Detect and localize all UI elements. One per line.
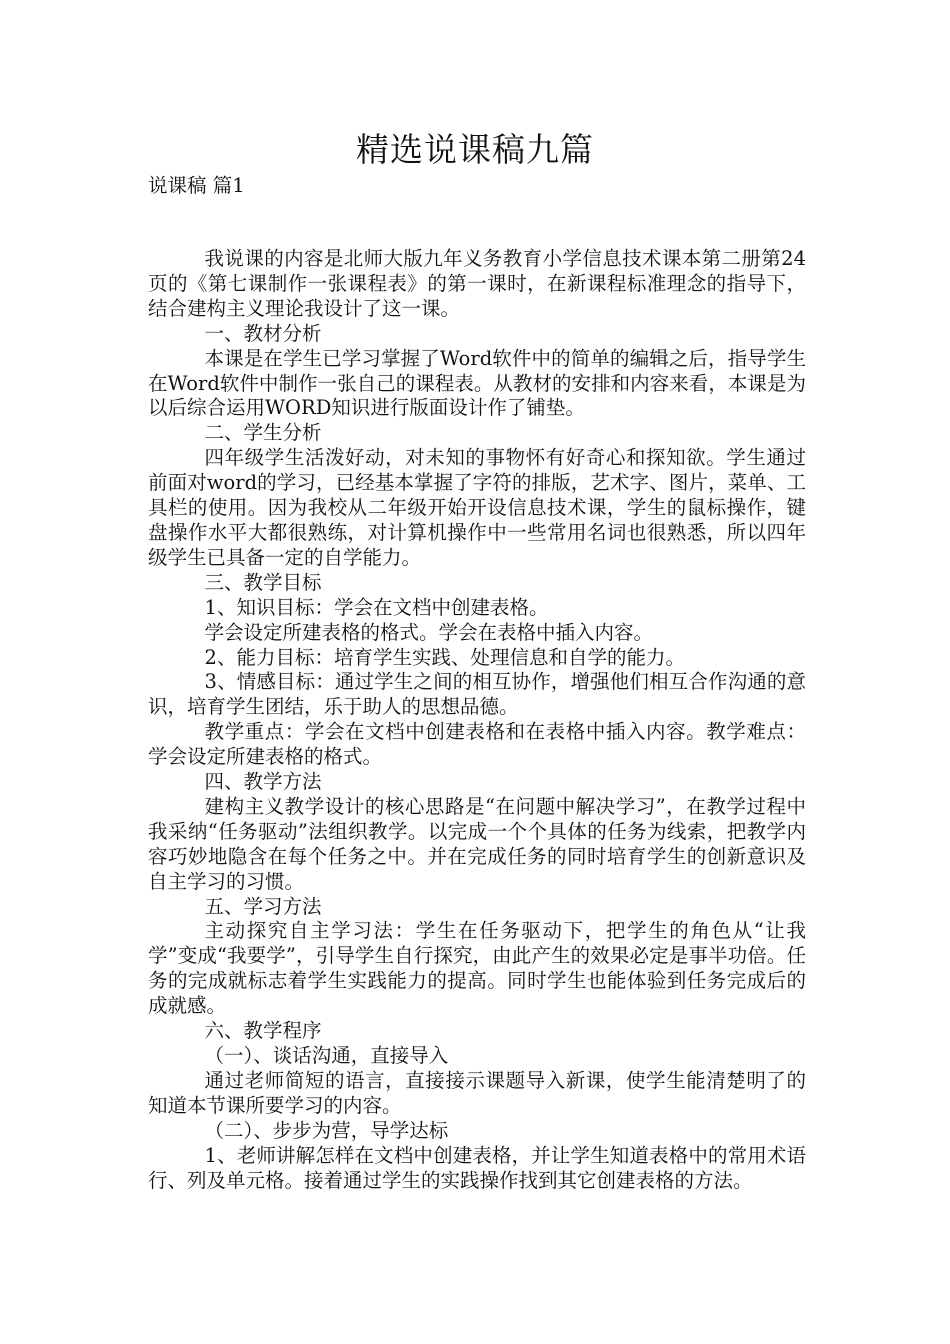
paragraph-intro-step: 通过老师简短的语言，直接接示课题导入新课，使学生能清楚明了的知道本节课所要学习的内容。 bbox=[148, 1068, 806, 1117]
section-heading-teaching-method: 四、教学方法 bbox=[204, 770, 322, 794]
paragraph-knowledge-goal-cont: 学会设定所建表格的格式。学会在表格中插入内容。 bbox=[204, 620, 654, 644]
paragraph-knowledge-goal: 1、知识目标：学会在文档中创建表格。 bbox=[204, 595, 549, 619]
paragraph-intro: 我说课的内容是北师大版九年义务教育小学信息技术课本第二册第24页的《第七课制作一张课程表》的第一课时，在新课程标准理念的指导下，结合建构主义理论我设计了这一课。 bbox=[148, 247, 806, 320]
subsection-heading-guided-learning: （二）、步步为营，导学达标 bbox=[204, 1118, 449, 1142]
paragraph-guided-step-1: 1、老师讲解怎样在文档中创建表格，并让学生知道表格中的常用术语行、列及单元格。接着通过学生的实践操作找到其它创建表格的方法。 bbox=[148, 1143, 806, 1192]
document-subtitle: 说课稿 篇1 bbox=[148, 174, 245, 197]
paragraph-student-analysis: 四年级学生活泼好动，对未知的事物怀有好奇心和探知欲。学生通过前面对word的学习，已经基本掌握了字符的排版，艺术字、图片，菜单、工具栏的使用。因为我校从二年级开始开设信息技术课，学生的鼠标操作，键盘操作水平大都很熟练，对计算机操作中一些常用名词也很熟悉，所以四年级学生已具备一定的自学能力。 bbox=[148, 446, 806, 569]
paragraph-teaching-method: 建构主义教学设计的核心思路是“在问题中解决学习”，在教学过程中我采纳“任务驱动”法组织教学。以完成一个个具体的任务为线索，把教学内容巧妙地隐含在每个任务之中。并在完成任务的同时培育学生的创新意识及自主学习的习惯。 bbox=[148, 794, 806, 893]
subsection-heading-intro: （一）、谈话沟通，直接导入 bbox=[204, 1044, 449, 1067]
document-body bbox=[148, 247, 806, 1193]
document-title: 精选说课稿九篇 bbox=[356, 130, 594, 169]
paragraph-emotion-goal: 3、情感目标：通过学生之间的相互协作，增强他们相互合作沟通的意识，培育学生团结，乐于助人的思想品德。 bbox=[148, 670, 806, 719]
section-heading-textbook-analysis: 一、教材分析 bbox=[204, 321, 322, 345]
paragraph-learning-method: 主动探究自主学习法：学生在任务驱动下，把学生的角色从“让我学”变成“我要学”，引导学生自行探究，由此产生的效果必定是事半功倍。任务的完成就标志着学生实践能力的提高。同时学生也能体验到任务完成后的成就感。 bbox=[148, 919, 806, 1018]
paragraph-ability-goal: 2、能力目标：培育学生实践、处理信息和自学的能力。 bbox=[204, 645, 685, 669]
section-heading-learning-method: 五、学习方法 bbox=[204, 894, 322, 918]
paragraph-textbook-analysis: 本课是在学生已学习掌握了Word软件中的简单的编辑之后，指导学生在Word软件中制作一张自己的课程表。从教材的安排和内容来看，本课是为以后综合运用WORD知识进行版面设计作了铺垫。 bbox=[148, 346, 806, 420]
section-heading-student-analysis: 二、学生分析 bbox=[204, 421, 322, 445]
section-heading-teaching-procedure: 六、教学程序 bbox=[204, 1019, 322, 1043]
paragraph-key-points: 教学重点：学会在文档中创建表格和在表格中插入内容。教学难点：学会设定所建表格的格式。 bbox=[148, 720, 806, 769]
section-heading-teaching-goals: 三、教学目标 bbox=[204, 570, 322, 594]
